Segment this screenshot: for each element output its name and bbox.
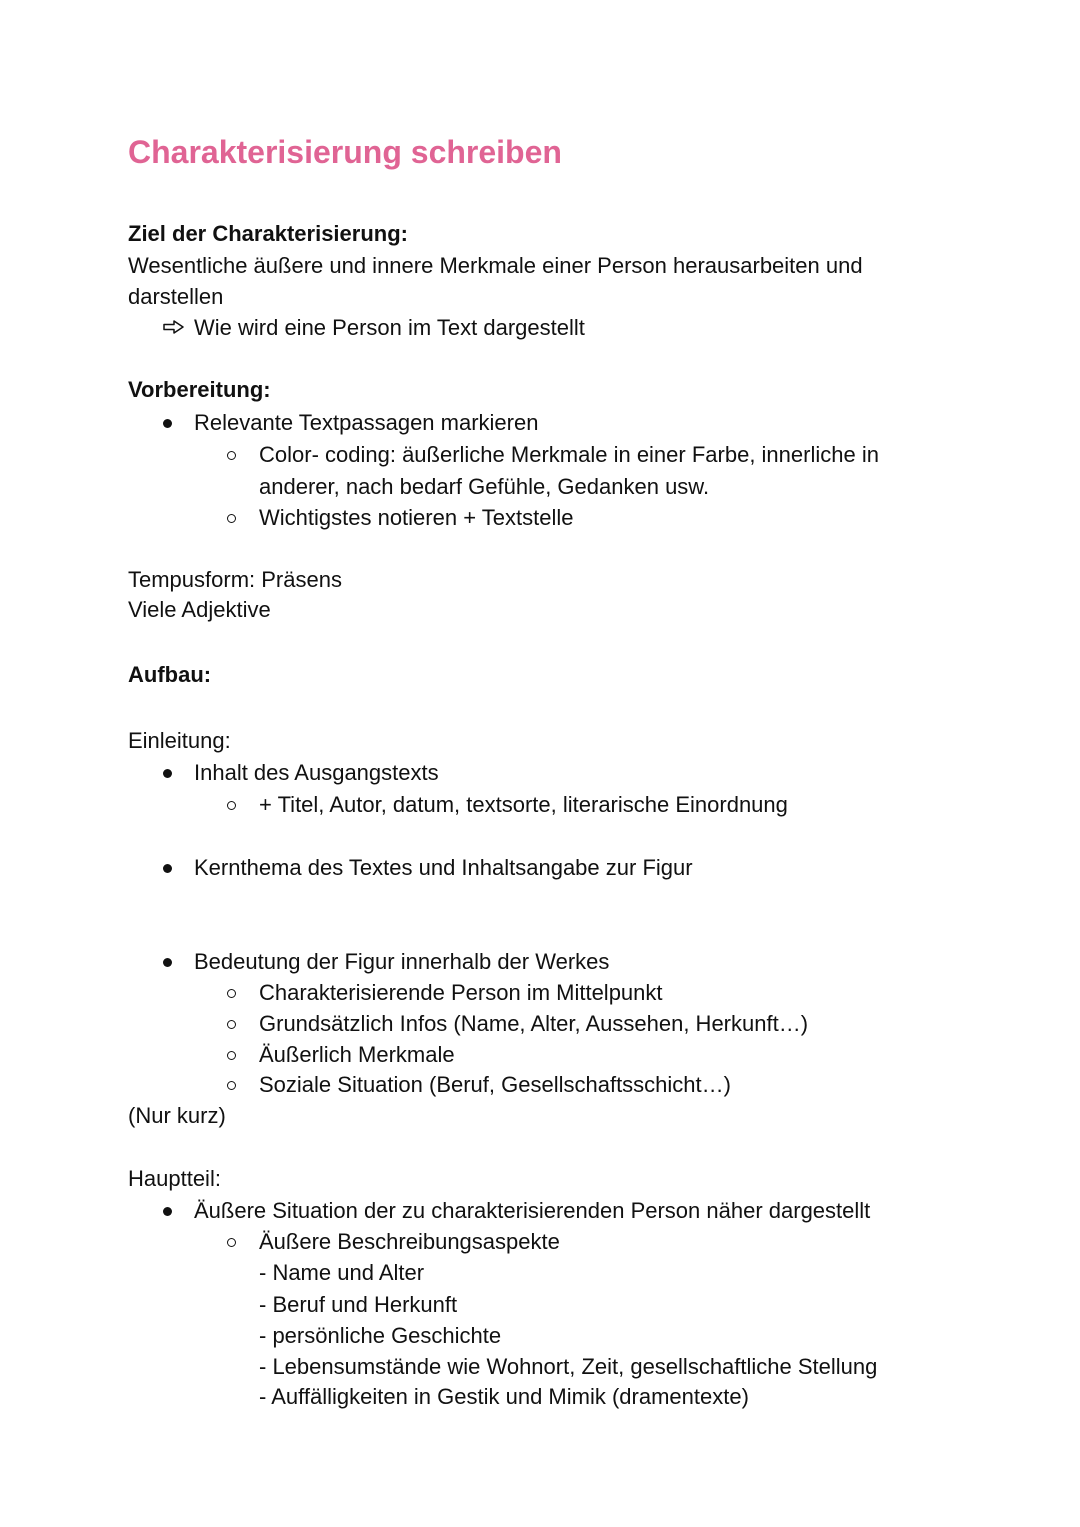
einleitung-bullet-3: Bedeutung der Figur innerhalb der Werkes [194, 949, 610, 974]
hauptteil-dash-item: - Name und Alter [259, 1260, 425, 1285]
hauptteil-dash-item: - persönliche Geschichte [259, 1323, 502, 1348]
ziel-text-line2: darstellen [128, 284, 224, 309]
circle-bullet-icon [227, 801, 236, 810]
einleitung-bullet-2: Kernthema des Textes und Inhaltsangabe zur Figur [194, 855, 693, 880]
vorbereitung-sub-1-line1: Color- coding: äußerliche Merkmale in einer Farbe, innerliche in [259, 442, 879, 467]
circle-bullet-icon [227, 451, 236, 460]
bullet-icon [163, 1207, 172, 1216]
bullet-icon [163, 958, 172, 967]
circle-bullet-icon [227, 1051, 236, 1060]
vorbereitung-heading: Vorbereitung: [128, 377, 271, 402]
ziel-heading: Ziel der Charakterisierung: [128, 221, 408, 246]
hauptteil-heading: Hauptteil: [128, 1166, 221, 1191]
page-title: Charakterisierung schreiben [128, 134, 562, 170]
hauptteil-dash-item: - Auffälligkeiten in Gestik und Mimik (dramentexte) [259, 1384, 749, 1409]
einleitung-bullet-1-sub-1: + Titel, Autor, datum, textsorte, literarische Einordnung [259, 792, 788, 817]
vorbereitung-bullet-1: Relevante Textpassagen markieren [194, 410, 539, 435]
einleitung-bullet-3-sub: Grundsätzlich Infos (Name, Alter, Aussehen, Herkunft…) [259, 1011, 809, 1036]
circle-bullet-icon [227, 1020, 236, 1029]
hauptteil-sub-1: Äußere Beschreibungsaspekte [259, 1229, 560, 1254]
einleitung-heading: Einleitung: [128, 728, 231, 753]
aufbau-heading: Aufbau: [128, 662, 212, 687]
bullet-icon [163, 419, 172, 428]
ziel-arrow-text: Wie wird eine Person im Text dargestellt [194, 315, 585, 340]
einleitung-note: (Nur kurz) [128, 1103, 226, 1128]
circle-bullet-icon [227, 1081, 236, 1090]
bullet-icon [163, 769, 172, 778]
hauptteil-bullet-1: Äußere Situation der zu charakterisierenden Person näher dargestellt [194, 1198, 871, 1223]
ziel-text-line1: Wesentliche äußere und innere Merkmale einer Person herausarbeiten und [128, 253, 863, 278]
einleitung-bullet-1: Inhalt des Ausgangstexts [194, 760, 439, 785]
hauptteil-dash-item: - Lebensumstände wie Wohnort, Zeit, gesellschaftliche Stellung [259, 1354, 878, 1379]
einleitung-bullet-3-sub: Charakterisierende Person im Mittelpunkt [259, 980, 663, 1005]
bullet-icon [163, 864, 172, 873]
einleitung-bullet-3-sub: Soziale Situation (Beruf, Gesellschaftsschicht…) [259, 1072, 731, 1097]
tempus-note: Tempusform: Präsens [128, 567, 342, 592]
hauptteil-dash-item: - Beruf und Herkunft [259, 1292, 458, 1317]
circle-bullet-icon [227, 514, 236, 523]
circle-bullet-icon [227, 1238, 236, 1247]
einleitung-bullet-3-sub: Äußerlich Merkmale [259, 1042, 455, 1067]
circle-bullet-icon [227, 989, 236, 998]
vorbereitung-sub-1-line2: anderer, nach bedarf Gefühle, Gedanken usw. [259, 474, 710, 499]
adjektive-note: Viele Adjektive [128, 597, 271, 622]
vorbereitung-sub-2: Wichtigstes notieren + Textstelle [259, 505, 574, 530]
right-arrow-icon [163, 320, 185, 334]
